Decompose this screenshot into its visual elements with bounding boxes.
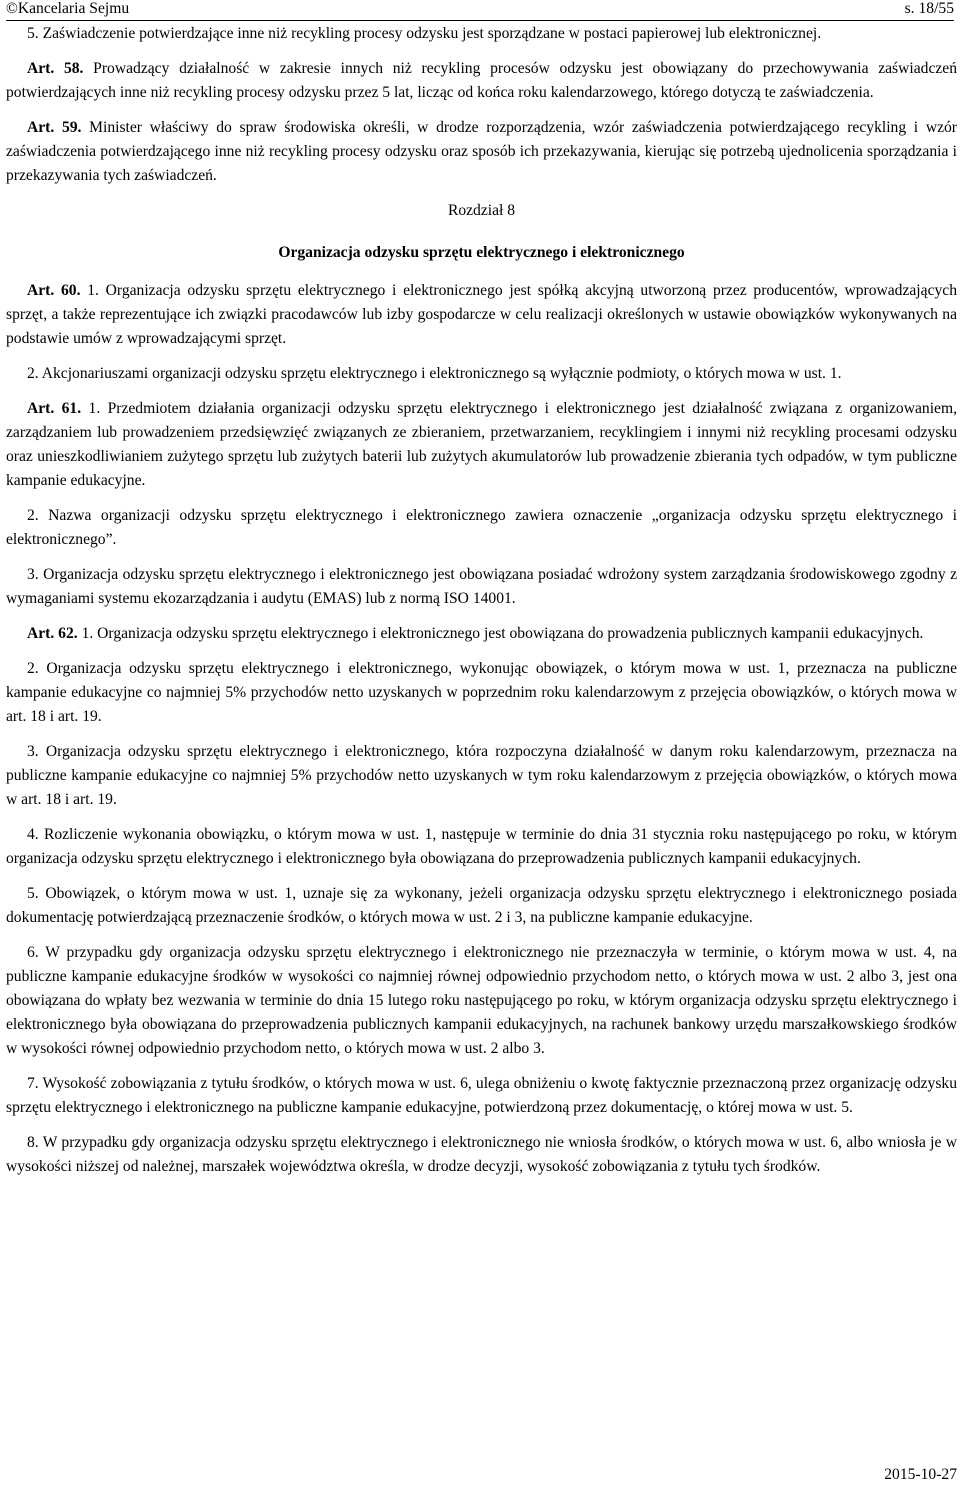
paragraph-text: 1. Organizacja odzysku sprzętu elektrycznego i elektronicznego jest obowiązana do prowadzenia publicznych kampanii edukacyjnych.	[81, 625, 924, 642]
chapter-label: Rozdział 8	[447, 202, 516, 219]
paragraph	[6, 279, 957, 351]
article-number: Art. 58.	[27, 60, 84, 77]
footer-date: 2015-10-27	[884, 1466, 957, 1483]
paragraph-text: 4. Rozliczenie wykonania obowiązku, o którym mowa w ust. 1, następuje w terminie do dnia 31 stycznia roku następującego po roku, w którym organizacja odzysku sprzętu elektrycznego i elektronicznego była obowiązana do przeprowadzenia publicznych kampanii edukacyjnych.	[6, 826, 957, 867]
paragraph	[6, 397, 957, 493]
chapter-title: Organizacja odzysku sprzętu elektrycznego i elektronicznego	[278, 244, 685, 261]
paragraph-text: 5. Obowiązek, o którym mowa w ust. 1, uznaje się za wykonany, jeżeli organizacja odzysku sprzętu elektrycznego i elektronicznego posiada dokumentację potwierdzającą przeznaczenie środków, o których mowa w ust. 2 i 3, na publiczne kampanie edukacyjne.	[6, 885, 957, 926]
paragraph-text: Minister właściwy do spraw środowiska określi, w drodze rozporządzenia, wzór zaświadczenia potwierdzającego recykling i wzór zaświadczenia potwierdzającego inne niż recykling procesy odzysku oraz sposób ich przekazywania, kierując się potrzebą ujednolicenia sporządzania i przekazywania tych zaświadczeń.	[6, 119, 957, 184]
paragraph-text: 7. Wysokość zobowiązania z tytułu środków, o których mowa w ust. 6, ulega obniżeniu o kwotę faktycznie przeznaczoną przez organizację odzysku sprzętu elektrycznego i elektronicznego na publiczne kampanie edukacyjne, potwierdzoną przez dokumentację, o której mowa w ust. 5.	[6, 1075, 957, 1116]
page-number: s. 18/55	[904, 0, 954, 17]
paragraph	[6, 1131, 957, 1179]
paragraph-text: 1. Organizacja odzysku sprzętu elektrycznego i elektronicznego jest spółką akcyjną utworzoną przez producentów, wprowadzających sprzęt, a także reprezentujące ich związki pracodawców lub izby gospodarcze w celu realizacji określonych w ustawie obowiązków wykonywanych na podstawie umów z wprowadzającymi sprzęt.	[6, 282, 958, 347]
paragraph-text: 5. Zaświadczenie potwierdzające inne niż recykling procesy odzysku jest sporządzane w postaci papierowej lub elektronicznej.	[27, 25, 822, 42]
paragraph-text: 8. W przypadku gdy organizacja odzysku sprzętu elektrycznego i elektronicznego nie wniosła środków, o których mowa w ust. 6, albo wniosła je w wysokości niższej od należnej, marszałek województwa określa, w drodze decyzji, wysokość zobowiązania z tytułu tych środków.	[6, 1134, 957, 1175]
paragraph	[6, 740, 957, 812]
paragraph	[6, 941, 957, 1061]
paragraph-text: 1. Przedmiotem działania organizacji odzysku sprzętu elektrycznego i elektronicznego jest działalność związana z organizowaniem, zarządzaniem lub prowadzeniem przedsięwzięć związanych ze zbieraniem, przetwarzaniem, recyklingiem i innymi niż recykling procesami odzysku oraz unieszkodliwianiem zużytego sprzętu lub zużytych baterii lub zużytych akumulatorów lub prowadzenie zbierania tych odpadów, w tym publiczne kampanie edukacyjne.	[6, 400, 957, 489]
paragraph-text: 2. Nazwa organizacji odzysku sprzętu elektrycznego i elektronicznego zawiera oznaczenie „organizacja odzysku sprzętu elektrycznego i elektronicznego”.	[6, 507, 957, 548]
paragraph	[6, 22, 957, 46]
paragraph	[6, 504, 957, 552]
article-number: Art. 61.	[27, 400, 82, 417]
paragraph-text: 2. Organizacja odzysku sprzętu elektrycznego i elektronicznego, wykonując obowiązek, o którym mowa w ust. 1, przeznacza na publiczne kampanie edukacyjne co najmniej 5% przychodów netto uzyskanych w poprzednim roku kalendarzowym z przejęcia obowiązków, o których mowa w art. 18 i art. 19.	[6, 660, 957, 725]
paragraph	[6, 362, 957, 386]
article-number: Art. 60.	[27, 282, 81, 299]
article-number: Art. 62.	[27, 625, 78, 642]
paragraph	[6, 657, 957, 729]
paragraph-text: 2. Akcjonariuszami organizacji odzysku sprzętu elektrycznego i elektronicznego są wyłącznie podmioty, o których mowa w ust. 1.	[27, 365, 842, 382]
paragraph	[6, 882, 957, 930]
paragraph-text: Prowadzący działalność w zakresie innych niż recykling procesów odzysku jest obowiązany do przechowywania zaświadczeń potwierdzających inne niż recykling procesy odzysku przez 5 lat, licząc od końca roku kalendarzowego, którego dotyczą te zaświadczenia.	[6, 60, 957, 101]
paragraph-text: 3. Organizacja odzysku sprzętu elektrycznego i elektronicznego, która rozpoczyna działalność w danym roku kalendarzowym, przeznacza na publiczne kampanie edukacyjne co najmniej 5% przychodów netto uzyskanych w tym roku kalendarzowym z przejęcia obowiązków, o których mowa w art. 18 i art. 19.	[6, 743, 957, 808]
paragraph-text: 3. Organizacja odzysku sprzętu elektrycznego i elektronicznego jest obowiązana posiadać wdrożony system zarządzania środowiskowego zgodny z wymaganiami systemu ekozarządzania i audytu (EMAS) lub z normą ISO 14001.	[6, 566, 957, 607]
paragraph	[6, 823, 957, 871]
page-header	[6, 0, 954, 21]
source-label: ©Kancelaria Sejmu	[6, 0, 130, 17]
paragraph	[6, 116, 957, 188]
paragraph	[6, 57, 957, 105]
paragraph	[6, 563, 957, 611]
paragraph	[6, 1072, 957, 1120]
paragraph	[6, 622, 957, 646]
article-number: Art. 59.	[27, 119, 82, 136]
document-body	[6, 22, 957, 1190]
paragraph-text: 6. W przypadku gdy organizacja odzysku sprzętu elektrycznego i elektronicznego nie przeznaczyła w terminie, o którym mowa w ust. 4, na publiczne kampanie edukacyjne środków w wysokości co najmniej równej odpowiednio przychodom netto, o których mowa w ust. 2 albo 3, jest ona obowiązana do wpłaty bez wezwania w terminie do dnia 15 lutego roku następującego po roku, w którym organizacja odzysku sprzętu elektrycznego i elektronicznego była obowiązana do przeprowadzenia publicznych kampanii edukacyjnych, na rachunek bankowy urzędu marszałkowskiego środków w wysokości równej odpowiednio przychodom netto, o których mowa w ust. 2 albo 3.	[6, 944, 957, 1057]
